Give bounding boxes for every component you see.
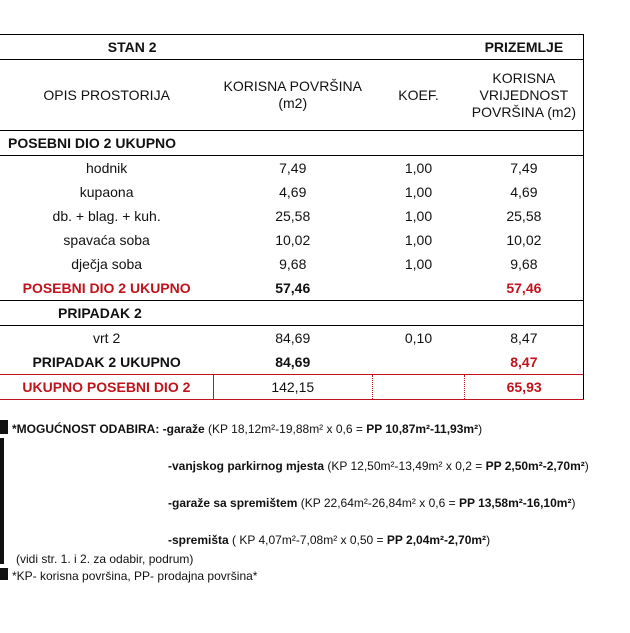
note-parking-calc: (KP 12,50m²-13,49m² x 0,2 = <box>324 459 486 473</box>
note-marker <box>0 420 8 434</box>
note-garage-result: PP 10,87m²-11,93m² <box>366 422 479 436</box>
room-name: db. + blag. + kuh. <box>52 208 161 224</box>
note-garage-storage-label: -garaže sa spremištem <box>168 496 298 510</box>
room-value: 7,49 <box>465 156 584 181</box>
footnote-marker <box>0 568 8 580</box>
grand-total-label: UKUPNO POSEBNI DIO 2 <box>0 375 213 400</box>
header-description: OPIS PROSTORIJA <box>0 60 213 131</box>
note-storage-result: PP 2,04m²-2,70m² <box>386 533 487 547</box>
note-storage <box>168 533 490 547</box>
room-coefficient: 1,00 <box>404 232 433 248</box>
room-coefficient: 1,00 <box>404 208 433 224</box>
note-storage-calc: ( KP 4,07m²-7,08m² x 0,50 = <box>228 533 387 547</box>
note-storage-end: ) <box>486 533 491 547</box>
note-garage <box>12 422 482 436</box>
room-value: 25,58 <box>465 204 584 228</box>
section2-total-label: PRIPADAK 2 UKUPNO <box>32 354 181 370</box>
grand-total-row <box>0 375 584 400</box>
garden-name: vrt 2 <box>93 330 121 346</box>
apartment-title: STAN 2 <box>0 35 372 60</box>
section1-total-area: 57,46 <box>213 276 372 301</box>
note-garage-label: *MOGUĆNOST ODABIRA: -garaže <box>12 422 205 436</box>
grand-total-area: 142,15 <box>213 375 372 400</box>
section1-total-value: 57,46 <box>465 276 584 301</box>
section1-heading-row <box>0 131 584 156</box>
section2-total-area: 84,69 <box>275 354 311 370</box>
room-value: 10,02 <box>465 228 584 252</box>
room-area: 25,58 <box>275 208 311 224</box>
room-value: 9,68 <box>465 252 584 276</box>
garden-row <box>0 326 584 351</box>
room-row <box>0 180 584 204</box>
room-name: kupaona <box>79 184 134 200</box>
note-garage-storage <box>168 496 575 510</box>
area-table <box>0 34 584 400</box>
note-storage-label: -spremišta <box>168 533 229 547</box>
note-parking-end: ) <box>584 459 589 473</box>
header-usable-area: KORISNA POVRŠINA (m2) <box>213 60 372 131</box>
section2-heading: PRIPADAK 2 <box>0 301 584 326</box>
room-rows <box>0 156 584 277</box>
garden-coefficient: 0,10 <box>404 330 433 346</box>
section1-total-row <box>0 276 584 301</box>
header-usable-value: KORISNA VRIJEDNOST POVRŠINA (m2) <box>465 60 584 131</box>
grand-total-value: 65,93 <box>465 375 584 400</box>
section2-total-row <box>0 350 584 375</box>
room-area: 10,02 <box>275 232 311 248</box>
room-row <box>0 252 584 276</box>
note-bracket <box>0 438 4 564</box>
garden-area: 84,69 <box>275 330 311 346</box>
section1-total-label: POSEBNI DIO 2 UKUPNO <box>0 276 213 301</box>
section2-heading-row <box>0 301 584 326</box>
room-row <box>0 156 584 181</box>
room-row <box>0 204 584 228</box>
note-parking <box>168 459 589 473</box>
header-coefficient: KOEF. <box>372 60 465 131</box>
note-garage-end: ) <box>478 422 483 436</box>
garden-value: 8,47 <box>465 326 584 351</box>
room-coefficient: 1,00 <box>404 184 433 200</box>
room-area: 7,49 <box>279 160 307 176</box>
room-area: 4,69 <box>279 184 307 200</box>
note-parking-result: PP 2,50m²-2,70m² <box>485 459 585 473</box>
room-coefficient: 1,00 <box>404 256 433 272</box>
note-garage-calc: (KP 18,12m²-19,88m² x 0,6 = <box>204 422 367 436</box>
section2-total-value: 8,47 <box>465 350 584 375</box>
note-garage-storage-result: PP 13,58m²-16,10m² <box>458 496 572 510</box>
room-name: hodnik <box>86 160 128 176</box>
floor-title: PRIZEMLJE <box>465 35 584 60</box>
room-name: spavaća soba <box>63 232 150 248</box>
note-parking-label: -vanjskog parkirnog mjesta <box>168 459 325 473</box>
footnote-abbreviations: *KP- korisna površina, PP- prodajna površina* <box>12 569 258 583</box>
footnote-see-pages: (vidi str. 1. i 2. za odabir, podrum) <box>16 552 194 566</box>
note-garage-storage-end: ) <box>571 496 576 510</box>
room-row <box>0 228 584 252</box>
room-name: dječja soba <box>71 256 143 272</box>
section1-heading: POSEBNI DIO 2 UKUPNO <box>0 131 584 156</box>
room-value: 4,69 <box>465 180 584 204</box>
title-row <box>0 35 584 60</box>
note-garage-storage-calc: (KP 22,64m²-26,84m² x 0,6 = <box>297 496 459 510</box>
header-row <box>0 60 584 131</box>
room-area: 9,68 <box>279 256 307 272</box>
room-coefficient: 1,00 <box>404 160 433 176</box>
